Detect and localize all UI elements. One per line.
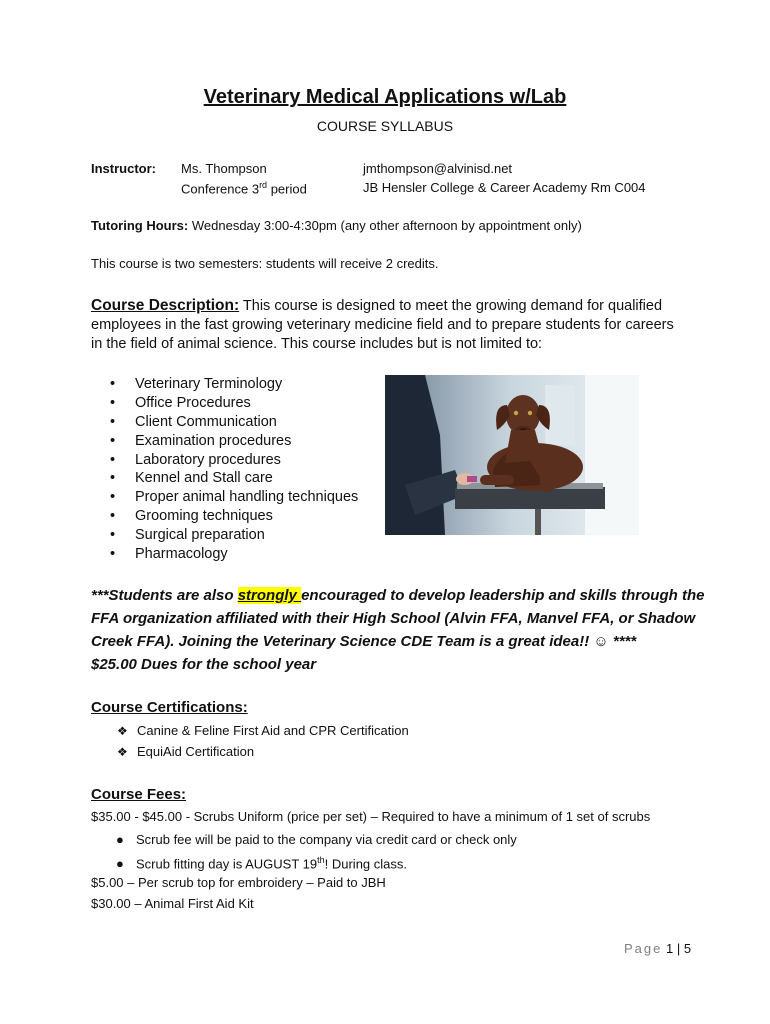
conference-sup: rd xyxy=(259,180,268,190)
bullet-icon: • xyxy=(110,413,116,430)
bullet-icon: ● xyxy=(116,832,124,847)
description-text: This course is designed to meet the growing demand for qualified employees in the fast growing veterinary medicine field and to prepare students for careers in the field of animal science. This course includes but is not limited to: xyxy=(91,298,674,352)
list-item: • Client Communication xyxy=(110,413,277,430)
list-item: • Proper animal handling techniques xyxy=(110,489,359,506)
bullet-icon: • xyxy=(110,394,116,411)
tutoring-hours xyxy=(91,218,582,233)
list-item: • Veterinary Terminology xyxy=(110,376,283,392)
instructor-label: Instructor: xyxy=(91,161,156,176)
document-subtitle: COURSE SYLLABUS xyxy=(316,118,454,134)
instructor-email: jmthompson@alvinisd.net xyxy=(363,161,513,176)
bullet-icon: ● xyxy=(116,856,124,872)
document-title: Veterinary Medical Applications w/Lab xyxy=(203,86,567,108)
diamond-bullet-icon: ❖ xyxy=(117,745,128,759)
diamond-bullet-icon: ❖ xyxy=(117,724,128,738)
veterinary-dog-photo xyxy=(385,375,639,535)
list-item: • Kennel and Stall care xyxy=(110,470,273,487)
instructor-conference xyxy=(181,180,307,196)
bullet-icon: • xyxy=(110,527,116,544)
fee-embroidery: $5.00 – Per scrub top for embroidery – Paid to JBH xyxy=(91,875,386,890)
bullet-icon: • xyxy=(110,546,116,563)
conference-text: Conference 3 xyxy=(181,181,260,197)
ffa-highlight: strongly xyxy=(237,587,302,604)
course-description xyxy=(91,296,681,354)
page-footer xyxy=(624,941,691,956)
fees-bullets xyxy=(116,829,517,871)
list-item: • Surgical preparation xyxy=(110,527,265,544)
ffa-text-1: ***Students are also xyxy=(91,587,238,604)
instructor-name: Ms. Thompson xyxy=(181,161,267,176)
list-item: ● Scrub fee will be paid to the company via credit card or check only xyxy=(116,829,517,850)
fees-heading: Course Fees: xyxy=(91,786,187,803)
page-number: 1 xyxy=(666,941,674,956)
ffa-dues: $25.00 Dues for the school year xyxy=(91,656,317,673)
description-heading: Course Description: xyxy=(91,297,240,314)
list-item: ❖ EquiAid Certification xyxy=(117,741,409,762)
page-word: Page xyxy=(624,941,663,956)
page-separator: | xyxy=(676,941,681,956)
conference-suffix: period xyxy=(267,181,307,197)
bullet-icon: • xyxy=(110,508,116,525)
instructor-location: JB Hensler College & Career Academy Rm C004 xyxy=(363,180,646,195)
bullet-icon: • xyxy=(110,432,116,449)
list-item: • Examination procedures xyxy=(110,432,292,449)
list-item: • Pharmacology xyxy=(110,546,228,563)
bullet-icon: • xyxy=(110,470,116,487)
list-item: • Grooming techniques xyxy=(110,508,273,525)
list-item: • Office Procedures xyxy=(110,394,251,411)
ffa-text-3: **** xyxy=(608,633,637,650)
ffa-encouragement xyxy=(91,584,711,676)
list-item: ❖ Canine & Feline First Aid and CPR Certification xyxy=(117,720,409,741)
tutoring-label: Tutoring Hours: xyxy=(91,218,189,233)
bullet-icon: • xyxy=(110,451,116,468)
page-total: 5 xyxy=(683,941,692,956)
topics-list xyxy=(110,375,358,564)
ffa-text-2: encouraged to develop leadership and skills through the FFA organization affiliated with their High School (Alvin FFA, Manvel FFA, or Shadow Creek FFA). Joining the Veterinary Science CDE Team is a great idea!! xyxy=(91,587,705,650)
certifications-list xyxy=(117,720,409,762)
bullet-icon: • xyxy=(110,376,116,392)
tutoring-text: Wednesday 3:00-4:30pm (any other afternoon by appointment only) xyxy=(188,218,582,233)
smiley-icon: ☺ xyxy=(593,633,609,650)
list-item: ● Scrub fitting day is AUGUST 19th! During class. xyxy=(116,850,517,871)
fee-first-aid-kit: $30.00 – Animal First Aid Kit xyxy=(91,896,254,911)
fee-scrubs: $35.00 - $45.00 - Scrubs Uniform (price per set) – Required to have a minimum of 1 set of scrubs xyxy=(91,809,651,824)
certifications-heading: Course Certifications: xyxy=(91,699,248,716)
credits-note: This course is two semesters: students will receive 2 credits. xyxy=(91,256,439,271)
bullet-icon: • xyxy=(110,489,116,506)
list-item: • Laboratory procedures xyxy=(110,451,281,468)
